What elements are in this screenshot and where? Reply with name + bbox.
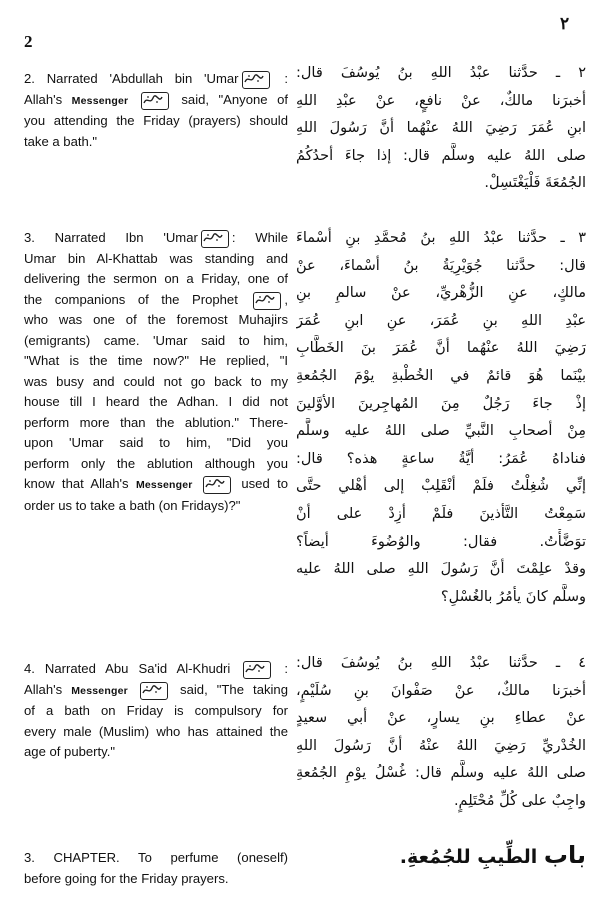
text-line (24, 111, 288, 132)
text-run: every male (Muslim) who has attained the (24, 723, 288, 739)
text-line (24, 433, 288, 454)
hadith-2-arabic (296, 60, 586, 198)
arabic-line: ٤ ـ حدَّثنا عبْدُ اللهِ بنُ يُوسُفَ قال: (296, 655, 586, 671)
text-run: you attending the Friday (prayers) should (24, 113, 288, 128)
text-run: , (284, 291, 288, 307)
text-line (24, 228, 288, 249)
arabic-line: عنْ عطاءِ بنِ يسارٍ، عنْ أبي سعيدٍ (296, 710, 586, 727)
arabic-line: واجِبٌ على كُلِّ مُحْتَلِمٍ. (453, 792, 586, 809)
text-run: Allah's (24, 681, 72, 697)
text-line (24, 454, 288, 475)
text-run: house till I heard the Adhan. I did not (24, 394, 288, 409)
chapter-word-bab: باب (543, 841, 586, 869)
chapter-heading-arabic (340, 842, 586, 872)
text-line (24, 269, 288, 290)
arabic-line: توَضَّأْتُ. فقال: والوُضُوءَ أيضاً؟ (296, 533, 586, 550)
text-run: 4. Narrated Abu Sa'id Al-Khudri (24, 661, 241, 676)
text-run: before going for the Friday prayers. (24, 870, 229, 886)
text-line (24, 392, 288, 413)
honorific-seal-icon (201, 230, 229, 248)
text-line (24, 351, 288, 372)
hadith-4-arabic (296, 650, 586, 816)
text-line (24, 659, 288, 680)
text-run: age of puberty." (24, 744, 116, 759)
arabic-line: إنِّي شُغِلْتُ فلَمْ أنْقَلِبْ إلى أهْلي حتَّى (296, 478, 586, 495)
text-line (24, 290, 288, 311)
text-run: take a bath." (24, 133, 98, 149)
text-line (24, 869, 288, 890)
text-line (24, 310, 288, 331)
honorific-seal-icon (141, 92, 169, 110)
arabic-line: صلى اللهُ عليه وسلَّم قال: غُسْلُ يوْمِ الجُمُعةِ (296, 765, 586, 782)
chapter-heading-english (24, 848, 288, 889)
text-run: 3. CHAPTER. To perfume (oneself) (24, 850, 288, 865)
text-run: perform only the ablution although you (24, 455, 288, 471)
arabic-line: فناداهُ عُمَرُ: أيَّةُ ساعةٍ هذه؟ قال: (296, 450, 586, 467)
text-run: of a bath on Friday is compulsory for (24, 703, 288, 718)
arabic-line: أخبرَنا مالكٌ، عنْ نافعٍ، عنْ عبْدِ اللهِ (296, 92, 586, 109)
text-line (24, 331, 288, 352)
chapter-title-arabic: الطِّيبِ للجُمُعةِ. (399, 846, 538, 868)
arabic-line: مِنْ أصحابِ النَّبيِّ صلى اللهُ عليه وسلَّم (296, 423, 586, 440)
text-line (24, 722, 288, 743)
text-run: delivering the sermon on a Friday, one of (24, 271, 288, 286)
arabic-line: ٢ ـ حدَّثنا عبْدُ اللهِ بنُ يُوسُفَ قال: (296, 65, 586, 81)
arabic-line: رَضِيَ اللهُ عنْهُما أنَّ عُمَرَ بنَ الخَطَّابِ (296, 340, 586, 357)
arabic-line: وقدْ علِمْتَ أنَّ رَسُولَ اللهِ صلى اللهُ عليه (296, 561, 586, 578)
text-run: perform more than the ablution." There- (24, 414, 288, 430)
text-line (24, 701, 288, 722)
text-run: said, "Anyone of (171, 91, 288, 107)
text-run: the companions of the Prophet (24, 291, 251, 307)
text-line (24, 372, 288, 393)
text-run: "What is the time now?" He replied, "I (24, 353, 288, 368)
text-run: 2. Narrated 'Abdullah bin 'Umar (24, 71, 239, 86)
text-run: used to (233, 476, 288, 491)
text-line (24, 69, 288, 90)
text-line (24, 496, 288, 517)
hadith-3-arabic (296, 225, 586, 611)
text-line (24, 90, 288, 112)
hadith-4-english (24, 659, 288, 763)
text-line (24, 742, 288, 763)
text-line (24, 413, 288, 434)
text-run: 3. Narrated Ibn 'Umar (24, 230, 198, 245)
honorific-seal-icon (242, 71, 270, 89)
text-run (193, 476, 200, 491)
text-line (24, 848, 288, 869)
arabic-line: بيْنَما هُوَ قائمٌ في الخُطْبةِ يوْمَ الجُمُعةِ (296, 367, 586, 384)
honorific-seal-icon (243, 661, 271, 679)
text-line (24, 249, 288, 270)
arabic-line: ابنِ عُمَرَ رَضِيَ اللهُ عنْهُما أنَّ رَسُولَ اللهِ (296, 120, 586, 137)
messenger-label: Messenger (71, 94, 129, 107)
arabic-line: وسلَّم كانَ يأمُرُ بالغُسْلِ؟ (440, 588, 586, 605)
arabic-line: الجُمُعَةَ فَلْيَغْتَسِلْ. (484, 175, 586, 192)
text-run: know that Allah's (24, 476, 136, 491)
text-line (24, 680, 288, 702)
page-number-arabic: ٢ (560, 14, 570, 33)
hadith-2-english (24, 69, 288, 152)
text-run: : (274, 661, 288, 676)
messenger-label: Messenger (135, 479, 193, 491)
text-run: : (272, 71, 288, 86)
text-run: said, "The taking (170, 681, 288, 697)
text-run: Umar bin Al-Khattab was standing and (24, 250, 288, 266)
arabic-line: مالكٍ، عنِ الزُّهْريِّ، عنْ سالمِ بنِ (296, 285, 586, 302)
text-run: (emigrants) came. 'Umar said to him, (24, 332, 288, 348)
arabic-line: سَمِعْتُ التَّأذينَ فلَمْ أزِدْ على أنْ (296, 505, 586, 522)
arabic-line: الخُدْريِّ رَضِيَ اللهُ عنْهُ أنَّ رَسُولَ اللهِ (296, 737, 586, 754)
honorific-seal-icon (140, 682, 168, 700)
arabic-line: قال: حدَّثنا جُوَيْرِيَةُ بنُ أسْماءَ، عنْ (296, 257, 586, 274)
text-run (128, 682, 137, 697)
text-run: : While (231, 230, 288, 245)
text-run: order us to take a bath (on Fridays)?" (24, 497, 241, 513)
text-run: was busy and could not go back to my (24, 373, 288, 389)
hadith-3-english (24, 228, 288, 516)
arabic-line: عبْدِ اللهِ بنِ عُمَرَ، عنِ ابنِ عُمَرَ (296, 312, 586, 329)
text-line (24, 474, 288, 496)
text-line (24, 132, 288, 153)
text-run: upon 'Umar said to him, "Did you (24, 435, 288, 450)
page-number-latin: 2 (24, 32, 33, 51)
arabic-line: أخبرَنا مالكٌ، عنْ صَفْوانَ بنِ سُلَيْمٍ، (296, 682, 586, 699)
text-run: who was one of the foremost Muhajirs (24, 312, 288, 327)
text-run: Allah's (24, 91, 72, 107)
text-run (128, 92, 138, 107)
messenger-label: Messenger (71, 684, 128, 697)
arabic-line: إذْ جاءَ رَجُلٌ مِنَ المُهاجِرينَ الأوَّلينَ (296, 395, 586, 412)
arabic-line: ٣ ـ حدَّثنا عبْدُ اللهِ بنُ مُحمَّدِ بنِ أسْماءَ (296, 230, 586, 246)
honorific-seal-icon (253, 292, 281, 310)
arabic-line: صلى اللهُ عليه وسلَّم قال: إذا جاءَ أحدُكُمُ (296, 147, 586, 164)
honorific-seal-icon (203, 476, 231, 494)
